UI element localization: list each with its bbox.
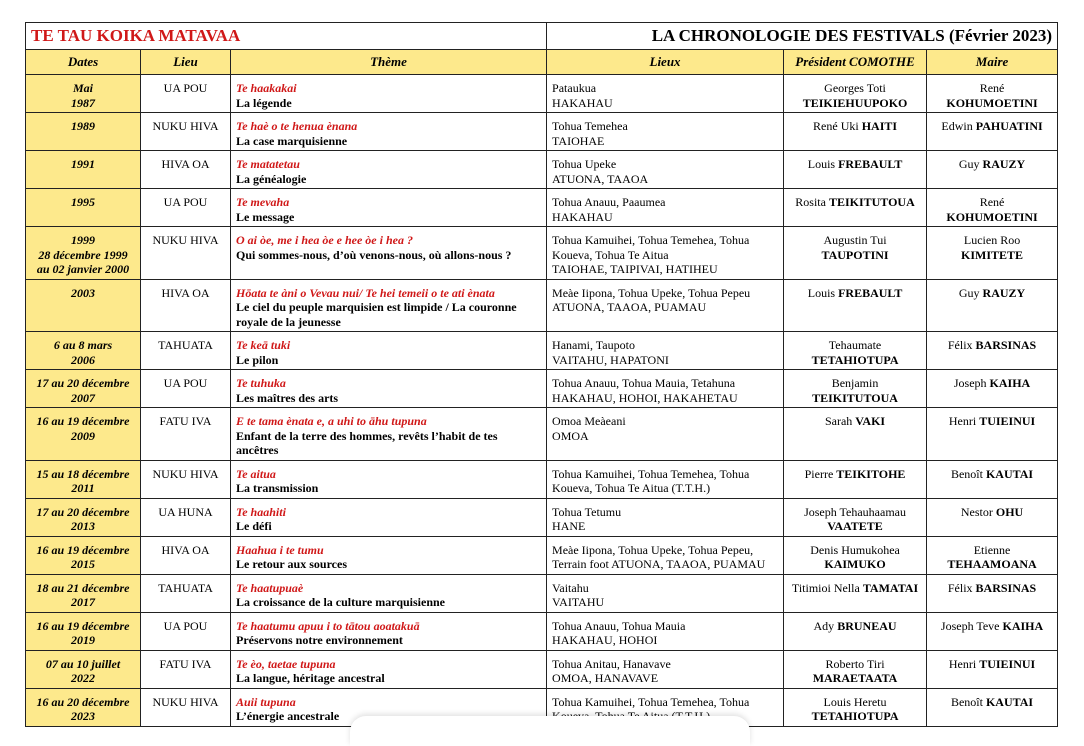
- cell-date: [26, 574, 141, 612]
- cell-theme: [231, 332, 547, 370]
- person-first-name: Joseph Teve: [940, 618, 1000, 633]
- person-first-name: Ady: [813, 618, 835, 633]
- theme-french-text: Le retour aux sources: [236, 557, 347, 571]
- cell-lieu: UA POU: [141, 189, 231, 227]
- date-line: 16 au 19 décembre: [36, 618, 130, 633]
- person-last-name: KAUTAI: [985, 694, 1034, 709]
- cell-lieu: UA HUNA: [141, 498, 231, 536]
- table-row: [26, 189, 1058, 227]
- lieux-line: Hanami, Taupoto: [552, 338, 635, 352]
- person-last-name: FREBAULT: [838, 157, 903, 171]
- theme-native-text: Te mevaha: [236, 195, 290, 209]
- cell-president: [784, 536, 927, 574]
- cell-maire: [927, 536, 1058, 574]
- person-first-name: Joseph Tehauhaamau: [804, 504, 906, 519]
- date-line: 2003: [71, 285, 95, 300]
- date-line: 16 au 19 décembre: [36, 542, 130, 557]
- theme-french-text: La légende: [236, 95, 292, 110]
- theme-native-text: Te haakakai: [236, 81, 297, 95]
- date-line: au 02 janvier 2000: [36, 262, 130, 276]
- cell-lieu: UA POU: [141, 370, 231, 408]
- person-last-name: HAITI: [861, 119, 898, 133]
- date-line: 1999: [71, 233, 95, 247]
- table-row: [26, 151, 1058, 189]
- cell-lieu: NUKU HIVA: [141, 227, 231, 280]
- cell-theme: [231, 189, 547, 227]
- cell-lieu: TAHUATA: [141, 332, 231, 370]
- lieux-line: OMOA, HANAVAVE: [552, 671, 659, 685]
- lieux-line: Tohua Kamuihei, Tohua Temehea, Tohua: [552, 694, 750, 709]
- date-line: 2006: [71, 352, 95, 367]
- theme-native-text: Te aitua: [236, 466, 276, 481]
- person-first-name: Félix: [947, 580, 973, 595]
- cell-date: [26, 408, 141, 461]
- person-last-name: TEIKITOHE: [836, 466, 906, 481]
- theme-french-text: La croissance de la culture marquisienne: [236, 595, 446, 609]
- date-line: 2022: [71, 671, 95, 685]
- cell-maire: [927, 189, 1058, 227]
- person-first-name: Sarah: [824, 414, 853, 428]
- person-last-name: RAUZY: [982, 157, 1026, 171]
- person-first-name: Etienne: [973, 542, 1011, 557]
- cell-lieu: FATU IVA: [141, 650, 231, 688]
- cell-date: [26, 113, 141, 151]
- lieux-line: VAITAHU, HAPATONI: [552, 352, 669, 367]
- date-line: 17 au 20 décembre: [36, 504, 130, 519]
- table-row: [26, 612, 1058, 650]
- theme-french-text: Préservons notre environnement: [236, 633, 403, 647]
- person-last-name: OHU: [995, 504, 1024, 519]
- cell-theme: [231, 574, 547, 612]
- person-last-name: TETAHIOTUPA: [811, 352, 899, 367]
- theme-native-text: Haahua i te tumu: [236, 542, 324, 557]
- person-first-name: Pierre: [804, 466, 834, 481]
- date-line: 1995: [71, 195, 95, 209]
- cell-date: [26, 332, 141, 370]
- cell-lieux: [547, 612, 784, 650]
- person-last-name: TETAHIOTUPA: [811, 709, 899, 723]
- person-first-name: Benoît: [950, 466, 983, 481]
- theme-french-text: La langue, héritage ancestral: [236, 671, 385, 685]
- table-row: [26, 650, 1058, 688]
- person-first-name: René: [979, 81, 1005, 95]
- person-first-name: Denis Humukohea: [810, 542, 900, 557]
- person-first-name: Félix: [947, 338, 973, 352]
- cell-maire: [927, 151, 1058, 189]
- lieux-line: Tohua Kamuihei, Tohua Temehea, Tohua: [552, 233, 750, 247]
- cell-lieux: [547, 408, 784, 461]
- theme-native-text: Te keā tuki: [236, 338, 291, 352]
- date-line: 2023: [71, 709, 95, 723]
- theme-french-text: La transmission: [236, 481, 319, 495]
- lieux-line: HAKAHAU: [552, 95, 613, 110]
- lieux-line: Pataukua: [552, 81, 597, 95]
- person-first-name: Titimioi Nella: [791, 580, 860, 595]
- theme-native-text: Te haatupuaè: [236, 580, 304, 595]
- cell-theme: [231, 612, 547, 650]
- lieux-line: Tohua Upeke: [552, 157, 617, 171]
- theme-french-text: Qui sommes-nous, d’où venons-nous, où allons-nous ?: [236, 247, 512, 262]
- cell-date: [26, 688, 141, 726]
- cell-maire: [927, 113, 1058, 151]
- cell-theme: [231, 113, 547, 151]
- date-line: 1989: [71, 119, 95, 133]
- theme-native-text: Te haè o te henua ènana: [236, 119, 358, 133]
- cell-date: [26, 279, 141, 332]
- cell-date: [26, 75, 141, 113]
- cell-lieux: [547, 113, 784, 151]
- lieux-line: VAITAHU: [552, 595, 605, 609]
- cell-maire: [927, 227, 1058, 280]
- person-first-name: Georges Toti: [824, 81, 886, 95]
- lieux-line: Terrain foot ATUONA, TAAOA, PUAMAU: [552, 557, 766, 571]
- person-last-name: KIMITETE: [961, 247, 1024, 262]
- header-dates: Dates: [26, 50, 141, 75]
- cell-theme: [231, 650, 547, 688]
- person-last-name: KOHUMOETINI: [946, 209, 1038, 224]
- cell-theme: [231, 498, 547, 536]
- person-first-name: Edwin: [941, 119, 973, 133]
- person-first-name: Louis: [807, 285, 836, 300]
- person-first-name: René Uki: [813, 119, 859, 133]
- cell-maire: [927, 612, 1058, 650]
- person-first-name: Rosita: [795, 195, 826, 209]
- cell-president: [784, 75, 927, 113]
- person-first-name: Guy: [958, 285, 980, 300]
- cell-maire: [927, 460, 1058, 498]
- date-line: 2007: [71, 390, 95, 405]
- cell-theme: [231, 151, 547, 189]
- lieux-line: HANE: [552, 519, 586, 533]
- cell-president: [784, 460, 927, 498]
- document-title-left: TE TAU KOIKA MATAVAA: [26, 23, 547, 50]
- cell-date: [26, 498, 141, 536]
- theme-native-text: Te èo, taetae tupuna: [236, 656, 336, 671]
- person-last-name: TEIKIEHUUPOKO: [802, 95, 908, 110]
- table-row: [26, 460, 1058, 498]
- theme-native-text: Te tuhuka: [236, 376, 286, 390]
- theme-french-text: La case marquisienne: [236, 133, 348, 148]
- cell-lieu: NUKU HIVA: [141, 113, 231, 151]
- person-last-name: BARSINAS: [975, 580, 1037, 595]
- lieux-line: Tohua Anauu, Paaumea: [552, 195, 666, 209]
- cell-lieu: TAHUATA: [141, 574, 231, 612]
- cell-date: [26, 189, 141, 227]
- header-maire: Maire: [927, 50, 1058, 75]
- lieux-line: Tohua Anauu, Tohua Mauia, Tetahuna: [552, 376, 736, 390]
- cell-president: [784, 370, 927, 408]
- person-first-name: Tehaumate: [828, 338, 882, 352]
- table-row: [26, 498, 1058, 536]
- header-president: Président COMOTHE: [784, 50, 927, 75]
- date-line: 2013: [71, 519, 95, 533]
- date-line: 16 au 20 décembre: [36, 694, 130, 709]
- table-row: [26, 113, 1058, 151]
- cell-lieux: [547, 498, 784, 536]
- cell-theme: [231, 370, 547, 408]
- cell-maire: [927, 279, 1058, 332]
- person-last-name: TAMATAI: [862, 580, 919, 595]
- person-last-name: MARAETAATA: [812, 671, 898, 685]
- cell-lieux: [547, 536, 784, 574]
- date-line: 16 au 19 décembre: [36, 414, 130, 428]
- cell-date: [26, 650, 141, 688]
- person-last-name: KAIMUKO: [824, 557, 886, 571]
- lieux-line: Tohua Anitau, Hanavave: [552, 656, 671, 671]
- person-first-name: Lucien Roo: [963, 233, 1021, 247]
- table-row: [26, 574, 1058, 612]
- date-line: 1991: [71, 157, 95, 171]
- lieux-line: Koueva, Tohua Te Aitua: [552, 247, 669, 262]
- cell-lieu: HIVA OA: [141, 536, 231, 574]
- cell-date: [26, 612, 141, 650]
- header-lieux: Lieux: [547, 50, 784, 75]
- theme-native-text: Hōata te àni o Vevau nui/ Te hei temeii o te ati ènata: [236, 285, 495, 300]
- theme-french-text: L’énergie ancestrale: [236, 709, 340, 723]
- cell-maire: [927, 574, 1058, 612]
- cell-lieux: [547, 151, 784, 189]
- cell-theme: [231, 460, 547, 498]
- theme-french-text: Le message: [236, 209, 295, 224]
- cell-lieux: [547, 332, 784, 370]
- date-line: 2011: [71, 481, 95, 495]
- cell-lieu: FATU IVA: [141, 408, 231, 461]
- bottom-panel-edge: [350, 716, 750, 746]
- person-last-name: TEIKITUTOUA: [828, 195, 915, 209]
- person-first-name: Nestor: [960, 504, 993, 519]
- cell-lieux: [547, 279, 784, 332]
- theme-native-text: E te tama ènata e, a uhi to āhu tupuna: [236, 414, 427, 428]
- lieux-line: HAKAHAU, HOHOI, HAKAHETAU: [552, 390, 738, 405]
- date-line: 17 au 20 décembre: [36, 376, 130, 390]
- lieux-line: Koueva, Tohua Te Aitua (T.T.H.): [552, 481, 711, 495]
- header-lieu: Lieu: [141, 50, 231, 75]
- date-line: 2009: [71, 428, 95, 443]
- lieux-line: Vaitahu: [552, 580, 589, 595]
- cell-lieu: HIVA OA: [141, 151, 231, 189]
- lieux-line: Tohua Anauu, Tohua Mauia: [552, 618, 686, 633]
- lieux-line: Tohua Kamuihei, Tohua Temehea, Tohua: [552, 466, 750, 481]
- person-last-name: TEHAAMOANA: [947, 557, 1037, 571]
- cell-date: [26, 227, 141, 280]
- lieux-line: HAKAHAU: [552, 209, 613, 224]
- cell-date: [26, 370, 141, 408]
- cell-lieux: [547, 650, 784, 688]
- person-first-name: Augustin Tui: [823, 233, 887, 247]
- date-line: 6 au 8 mars: [53, 338, 113, 352]
- lieux-line: Meàe Iipona, Tohua Upeke, Tohua Pepeu,: [552, 542, 754, 557]
- lieux-line: ATUONA, TAAOA: [552, 171, 649, 186]
- table-row: [26, 536, 1058, 574]
- person-first-name: Joseph: [953, 376, 987, 390]
- date-line: 28 décembre 1999: [38, 247, 128, 262]
- person-last-name: TUIEINUI: [979, 656, 1036, 671]
- date-line: 15 au 18 décembre: [36, 466, 130, 481]
- table-row: [26, 75, 1058, 113]
- cell-president: [784, 151, 927, 189]
- person-last-name: KAIHA: [989, 376, 1031, 390]
- cell-president: [784, 574, 927, 612]
- person-last-name: KOHUMOETINI: [946, 95, 1038, 110]
- cell-maire: [927, 408, 1058, 461]
- cell-lieux: [547, 370, 784, 408]
- lieux-line: Tohua Temehea: [552, 119, 628, 133]
- cell-date: [26, 536, 141, 574]
- date-line: Mai: [72, 81, 93, 95]
- person-first-name: Henri: [948, 656, 977, 671]
- person-first-name: René: [979, 195, 1005, 209]
- person-last-name: BRUNEAU: [837, 618, 897, 633]
- cell-lieu: NUKU HIVA: [141, 460, 231, 498]
- festival-chronology-table: [25, 22, 1058, 727]
- cell-theme: [231, 408, 547, 461]
- header-theme: Thème: [231, 50, 547, 75]
- theme-french-text: Les maîtres des arts: [236, 390, 339, 405]
- person-last-name: VAATETE: [827, 519, 883, 533]
- cell-president: [784, 408, 927, 461]
- lieux-line: TAIOHAE: [552, 133, 605, 148]
- lieux-line: TAIOHAE, TAIPIVAI, HATIHEU: [552, 262, 718, 276]
- cell-lieux: [547, 75, 784, 113]
- person-last-name: TUIEINUI: [979, 414, 1036, 428]
- cell-president: [784, 279, 927, 332]
- person-last-name: BARSINAS: [975, 338, 1037, 352]
- theme-native-text: O ai òe, me i hea òe e hee òe i hea ?: [236, 233, 413, 247]
- theme-native-text: Te matatetau: [236, 157, 300, 171]
- date-line: 07 au 10 juillet: [45, 656, 121, 671]
- person-first-name: Louis: [807, 157, 836, 171]
- person-last-name: PAHUATINI: [975, 119, 1043, 133]
- date-line: 2017: [71, 595, 95, 609]
- cell-maire: [927, 498, 1058, 536]
- theme-french-text: Le pilon: [236, 352, 279, 367]
- cell-president: [784, 498, 927, 536]
- date-line: 1987: [71, 95, 95, 110]
- cell-maire: [927, 650, 1058, 688]
- date-line: 18 au 21 décembre: [36, 580, 130, 595]
- document-title-right: LA CHRONOLOGIE DES FESTIVALS (Février 2023): [547, 23, 1058, 50]
- person-first-name: Henri: [948, 414, 977, 428]
- cell-lieu: HIVA OA: [141, 279, 231, 332]
- cell-maire: [927, 688, 1058, 726]
- person-last-name: VAKI: [855, 414, 886, 428]
- cell-lieux: [547, 460, 784, 498]
- cell-president: [784, 332, 927, 370]
- table-row: [26, 332, 1058, 370]
- person-first-name: Roberto Tiri: [825, 656, 885, 671]
- table-row: [26, 279, 1058, 332]
- cell-president: [784, 189, 927, 227]
- person-first-name: Benoît: [950, 694, 983, 709]
- lieux-line: Tohua Tetumu: [552, 504, 622, 519]
- cell-president: [784, 688, 927, 726]
- table-row: [26, 370, 1058, 408]
- cell-theme: [231, 75, 547, 113]
- person-first-name: Guy: [958, 157, 980, 171]
- person-last-name: RAUZY: [982, 285, 1026, 300]
- theme-native-text: Te haatumu apuu i to tātou aoatakuā: [236, 618, 420, 633]
- cell-lieu: UA POU: [141, 75, 231, 113]
- person-last-name: TEIKITUTOUA: [812, 390, 898, 405]
- theme-native-text: Te haahiti: [236, 504, 286, 519]
- cell-lieux: [547, 574, 784, 612]
- person-first-name: Louis Heretu: [823, 694, 887, 709]
- cell-maire: [927, 370, 1058, 408]
- cell-lieux: [547, 227, 784, 280]
- person-last-name: FREBAULT: [838, 285, 903, 300]
- person-last-name: KAUTAI: [985, 466, 1034, 481]
- cell-theme: [231, 536, 547, 574]
- table-row: [26, 408, 1058, 461]
- lieux-line: HAKAHAU, HOHOI: [552, 633, 658, 647]
- theme-french-text: Le défi: [236, 519, 272, 533]
- cell-theme: [231, 227, 547, 280]
- cell-president: [784, 650, 927, 688]
- cell-theme: [231, 279, 547, 332]
- cell-date: [26, 460, 141, 498]
- cell-lieu: NUKU HIVA: [141, 688, 231, 726]
- person-first-name: Benjamin: [831, 376, 879, 390]
- lieux-line: Meàe Iipona, Tohua Upeke, Tohua Pepeu: [552, 285, 751, 300]
- lieux-line: OMOA: [552, 428, 589, 443]
- table-body: [26, 75, 1058, 727]
- lieux-line: ATUONA, TAAOA, PUAMAU: [552, 300, 707, 314]
- date-line: 2015: [71, 557, 95, 571]
- cell-lieux: [547, 189, 784, 227]
- lieux-line: Omoa Meàeani: [552, 414, 626, 428]
- cell-maire: [927, 75, 1058, 113]
- person-last-name: TAUPOTINI: [821, 247, 889, 262]
- date-line: 2019: [71, 633, 95, 647]
- theme-french-text: Le ciel du peuple marquisien est limpide / La couronne royale de la jeunesse: [236, 300, 517, 329]
- theme-native-text: Auii tupuna: [236, 694, 296, 709]
- cell-president: [784, 227, 927, 280]
- cell-maire: [927, 332, 1058, 370]
- cell-lieu: UA POU: [141, 612, 231, 650]
- person-last-name: KAIHA: [1002, 618, 1044, 633]
- theme-french-text: Enfant de la terre des hommes, revêts l’habit de tes ancêtres: [236, 428, 498, 457]
- table-row: [26, 227, 1058, 280]
- cell-date: [26, 151, 141, 189]
- theme-french-text: La généalogie: [236, 171, 307, 186]
- cell-president: [784, 113, 927, 151]
- cell-president: [784, 612, 927, 650]
